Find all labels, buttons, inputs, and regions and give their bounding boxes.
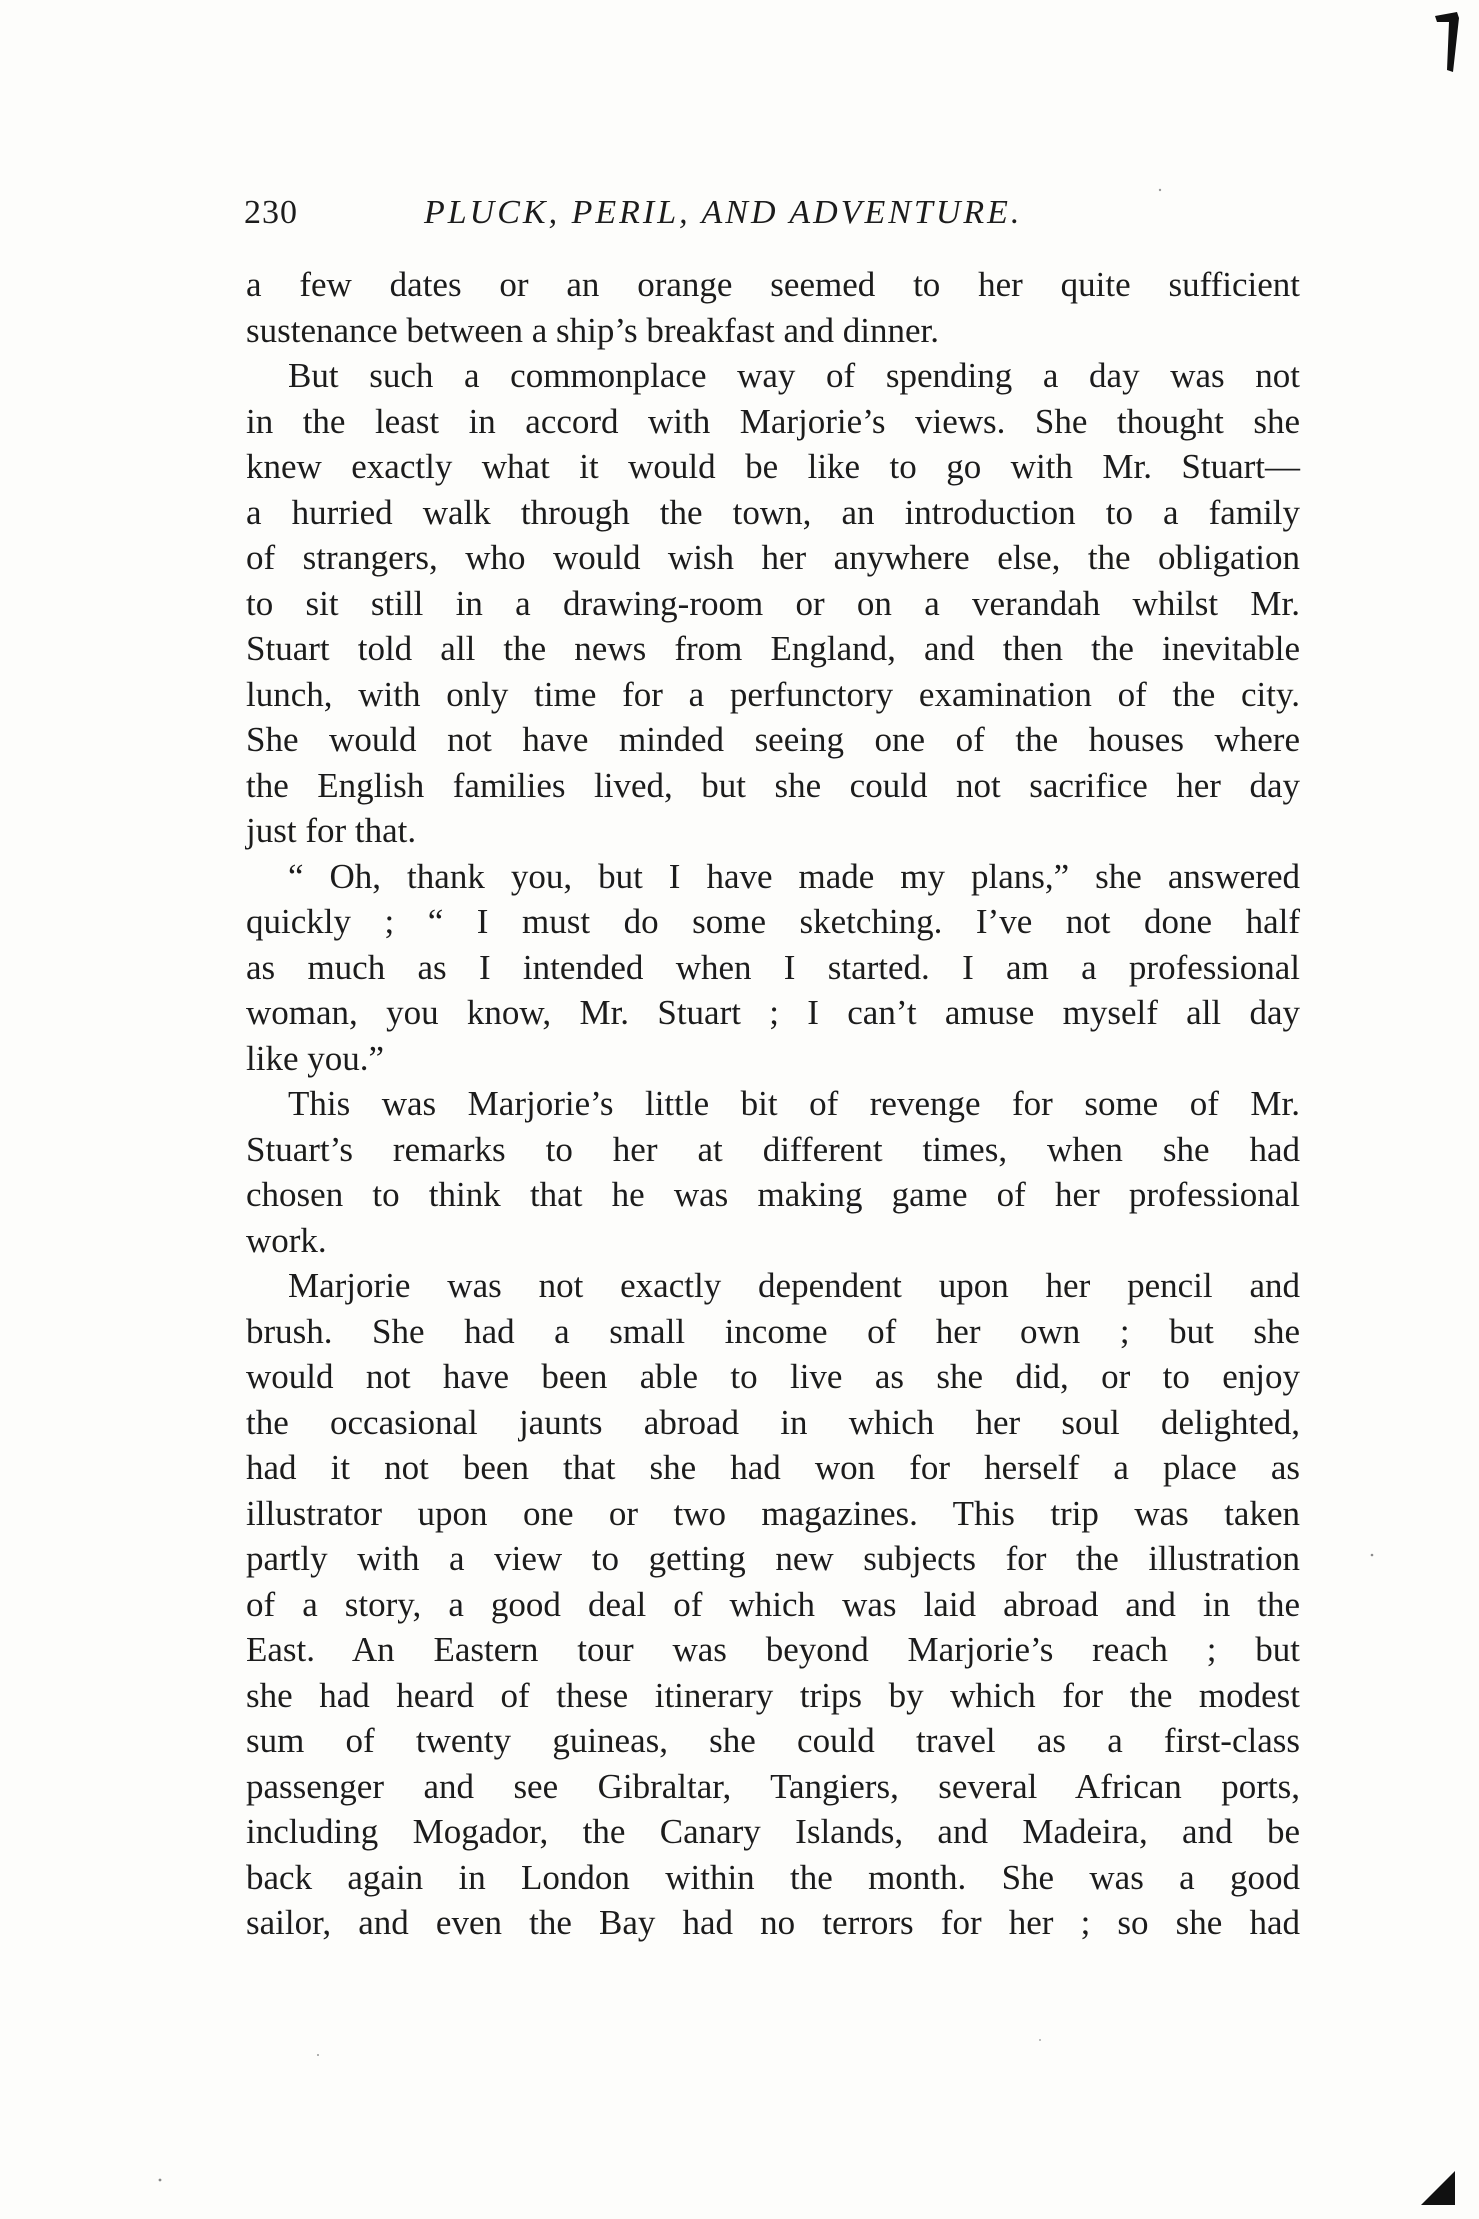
text-line: of a story, a good deal of which was laid abroad and in the [246, 1584, 1300, 1624]
page-number: 230 [244, 194, 298, 231]
text-line: East. An Eastern tour was beyond Marjorie’s reach ; but [246, 1630, 1300, 1669]
text-line: brush. She had a small income of her own ; but she [246, 1311, 1300, 1351]
running-title: PLUCK, PERIL, AND ADVENTURE. [424, 194, 1023, 231]
text-line: “ Oh, thank you, but I have made my plans,” she answered [288, 856, 1300, 896]
text-line: a few dates or an orange seemed to her quite sufficient [246, 265, 1300, 304]
text-line: knew exactly what it would be like to go with Mr. Stuart— [246, 447, 1300, 486]
text-line: sailor, and even the Bay had no terrors for her ; so she had [246, 1903, 1300, 1942]
text-line: the English families lived, but she could not sacrifice her day [246, 765, 1300, 805]
text-line: back again in London within the month. She was a good [246, 1857, 1300, 1897]
text-line: had it not been that she had won for herself a place as [246, 1448, 1300, 1487]
text-line: passenger and see Gibraltar, Tangiers, several African ports, [246, 1766, 1300, 1806]
text-line: Marjorie was not exactly dependent upon her pencil and [288, 1266, 1300, 1305]
running-head [244, 188, 1304, 238]
text-line: quickly ; “ I must do some sketching. I’ve not done half [246, 902, 1300, 941]
text-line: woman, you know, Mr. Stuart ; I can’t amuse myself all day [246, 993, 1300, 1032]
text-line: she had heard of these itinerary trips by which for the modest [246, 1675, 1300, 1715]
text-line: including Mogador, the Canary Islands, and Madeira, and be [246, 1812, 1300, 1851]
body-text [246, 262, 1300, 1946]
text-line: would not have been able to live as she did, or to enjoy [246, 1357, 1300, 1396]
text-line: chosen to think that he was making game of her professional [246, 1175, 1300, 1214]
text-line: She would not have minded seeing one of the houses where [246, 720, 1300, 759]
text-line: like you.” [246, 1038, 385, 1078]
text-line: in the least in accord with Marjorie’s views. She thought she [246, 401, 1300, 441]
text-line: This was Marjorie’s little bit of revenge for some of Mr. [288, 1084, 1300, 1123]
text-line: partly with a view to getting new subjects for the illustration [246, 1539, 1300, 1578]
text-line: But such a commonplace way of spending a day was not [288, 356, 1300, 395]
text-line: just for that. [246, 811, 417, 850]
page-corner-mark-icon [1435, 12, 1461, 74]
text-line: Stuart’s remarks to her at different times, when she had [246, 1129, 1300, 1169]
text-line: lunch, with only time for a perfunctory examination of the city. [246, 674, 1300, 714]
text-line: work. [246, 1220, 327, 1260]
text-line: sum of twenty guineas, she could travel as a first-class [246, 1721, 1300, 1760]
text-line: the occasional jaunts abroad in which her soul delighted, [246, 1402, 1300, 1442]
text-line: as much as I intended when I started. I am a professional [246, 947, 1300, 987]
text-line: illustrator upon one or two magazines. This trip was taken [246, 1493, 1300, 1533]
text-line: sustenance between a ship’s breakfast and dinner. [246, 310, 939, 350]
page-corner-mark-icon [1421, 2171, 1455, 2205]
text-line: a hurried walk through the town, an introduction to a family [246, 492, 1300, 532]
text-line: to sit still in a drawing-room or on a verandah whilst Mr. [246, 583, 1300, 623]
text-line: of strangers, who would wish her anywhere else, the obligation [246, 538, 1300, 577]
text-line: Stuart told all the news from England, and then the inevitable [246, 629, 1300, 668]
